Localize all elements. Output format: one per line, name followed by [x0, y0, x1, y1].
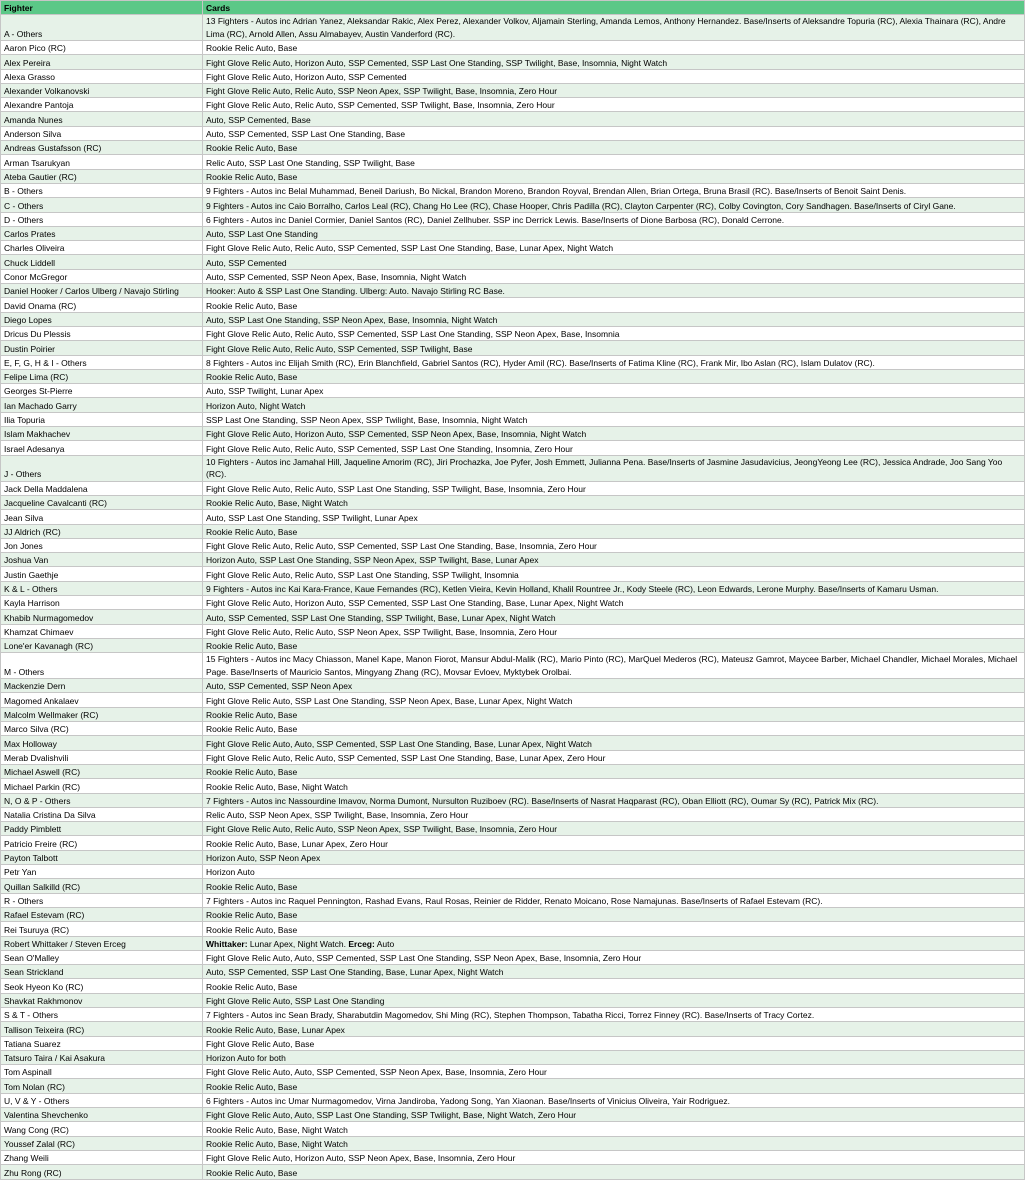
- cards-cell[interactable]: 10 Fighters - Autos inc Jamahal Hill, Jaqueline Amorim (RC), Jiri Prochazka, Joe Pyfer, Josh Emmett, Julianna Pena. Base/Inserts of Jasmine Jasudavicius, JeongYeong Lee (RC), Jessica Andrade, Joo Sang Yoo (RC).: [203, 455, 1025, 481]
- table-row: [1, 993, 1025, 1007]
- table-row: [1, 481, 1025, 495]
- fighter-cell[interactable]: K & L - Others: [1, 581, 203, 595]
- cards-cell[interactable]: Auto, SSP Last One Standing, SSP Twilight, Lunar Apex: [203, 510, 1025, 524]
- fighter-cell[interactable]: Natalia Cristina Da Silva: [1, 807, 203, 821]
- fighter-cell[interactable]: Robert Whittaker / Steven Erceg: [1, 936, 203, 950]
- table-row: [1, 1122, 1025, 1136]
- table-row: [1, 369, 1025, 383]
- table-row: [1, 750, 1025, 764]
- table-row: [1, 441, 1025, 455]
- table-row: [1, 524, 1025, 538]
- fighter-cell[interactable]: David Onama (RC): [1, 298, 203, 312]
- fighter-cell[interactable]: Merab Dvalishvili: [1, 750, 203, 764]
- table-row: [1, 41, 1025, 55]
- cards-cell[interactable]: 9 Fighters - Autos inc Belal Muhammad, Beneil Dariush, Bo Nickal, Brandon Moreno, Brandon Royval, Brendan Allen, Brian Ortega, Bruna Brasil (RC). Base/Inserts of Benoit Saint Denis.: [203, 183, 1025, 197]
- cards-cell[interactable]: Auto, SSP Cemented, SSP Last One Standing, Base, Lunar Apex, Night Watch: [203, 965, 1025, 979]
- fighter-cell[interactable]: Justin Gaethje: [1, 567, 203, 581]
- fighter-cell[interactable]: B - Others: [1, 183, 203, 197]
- table-row: [1, 779, 1025, 793]
- table-row: [1, 83, 1025, 97]
- table-row: [1, 653, 1025, 679]
- table-row: [1, 693, 1025, 707]
- cards-cell[interactable]: Rookie Relic Auto, Base: [203, 141, 1025, 155]
- fighter-cell[interactable]: Michael Parkin (RC): [1, 779, 203, 793]
- cards-cell[interactable]: Rookie Relic Auto, Base: [203, 722, 1025, 736]
- table-row: [1, 553, 1025, 567]
- cards-cell[interactable]: 6 Fighters - Autos inc Daniel Cormier, Daniel Santos (RC), Daniel Zellhuber. SSP inc Derrick Lewis. Base/Inserts of Dione Barbosa (RC), Donald Cerrone.: [203, 212, 1025, 226]
- fighter-cell[interactable]: Alexa Grasso: [1, 69, 203, 83]
- table-row: [1, 384, 1025, 398]
- fighter-cell[interactable]: Zhu Rong (RC): [1, 1165, 203, 1179]
- fighter-cell[interactable]: Anderson Silva: [1, 126, 203, 140]
- cards-cell[interactable]: Fight Glove Relic Auto, Relic Auto, SSP Cemented, SSP Last One Standing, Base, Lunar Apex, Night Watch: [203, 241, 1025, 255]
- cards-cell[interactable]: Fight Glove Relic Auto, Relic Auto, SSP Cemented, SSP Last One Standing, SSP Neon Apex, Base, Insomnia: [203, 326, 1025, 340]
- fighter-cell[interactable]: Alexander Volkanovski: [1, 83, 203, 97]
- fighter-cell[interactable]: Israel Adesanya: [1, 441, 203, 455]
- fighter-cell[interactable]: Andreas Gustafsson (RC): [1, 141, 203, 155]
- cards-cell[interactable]: Fight Glove Relic Auto, Horizon Auto, SSP Cemented, SSP Neon Apex, Base, Insomnia, Night Watch: [203, 427, 1025, 441]
- cards-cell[interactable]: SSP Last One Standing, SSP Neon Apex, SSP Twilight, Base, Insomnia, Night Watch: [203, 412, 1025, 426]
- fighter-cell[interactable]: Ateba Gautier (RC): [1, 169, 203, 183]
- cards-cell[interactable]: Fight Glove Relic Auto, Horizon Auto, SSP Neon Apex, Base, Insomnia, Zero Hour: [203, 1150, 1025, 1164]
- cards-cell[interactable]: Auto, SSP Cemented, SSP Last One Standing, SSP Twilight, Base, Lunar Apex, Night Watch: [203, 610, 1025, 624]
- table-row: [1, 936, 1025, 950]
- fighter-cell[interactable]: Islam Makhachev: [1, 427, 203, 441]
- fighter-cell[interactable]: Tallison Teixeira (RC): [1, 1022, 203, 1036]
- table-row: [1, 836, 1025, 850]
- table-row: [1, 69, 1025, 83]
- cards-cell[interactable]: Auto, SSP Twilight, Lunar Apex: [203, 384, 1025, 398]
- cards-cell[interactable]: Fight Glove Relic Auto, Horizon Auto, SSP Cemented, SSP Last One Standing, Base, Lunar Apex, Night Watch: [203, 595, 1025, 609]
- cards-cell[interactable]: Horizon Auto: [203, 865, 1025, 879]
- cards-cell[interactable]: Rookie Relic Auto, Base: [203, 41, 1025, 55]
- cards-cell[interactable]: Rookie Relic Auto, Base, Night Watch: [203, 495, 1025, 509]
- table-row: [1, 1079, 1025, 1093]
- table-row: [1, 455, 1025, 481]
- table-row: [1, 98, 1025, 112]
- cards-cell[interactable]: 7 Fighters - Autos inc Raquel Pennington, Rashad Evans, Raul Rosas, Reinier de Ridder, Renato Moicano, Rose Namajunas. Base/Inserts of Rafael Estevam (RC).: [203, 893, 1025, 907]
- fighter-cell[interactable]: Youssef Zalal (RC): [1, 1136, 203, 1150]
- cards-cell[interactable]: Auto, SSP Cemented, SSP Neon Apex: [203, 679, 1025, 693]
- table-row: [1, 427, 1025, 441]
- fighter-cell[interactable]: Rei Tsuruya (RC): [1, 922, 203, 936]
- table-row: [1, 112, 1025, 126]
- fighter-cell[interactable]: Valentina Shevchenko: [1, 1108, 203, 1122]
- fighter-cell[interactable]: R - Others: [1, 893, 203, 907]
- cards-text-segment: Lunar Apex, Night Watch.: [247, 938, 349, 949]
- table-row: [1, 55, 1025, 69]
- table-row: [1, 722, 1025, 736]
- cards-cell[interactable]: Relic Auto, SSP Neon Apex, SSP Twilight, Base, Insomnia, Zero Hour: [203, 807, 1025, 821]
- cards-cell[interactable]: Horizon Auto for both: [203, 1050, 1025, 1064]
- cards-cell[interactable]: Rookie Relic Auto, Base: [203, 764, 1025, 778]
- table-row: [1, 965, 1025, 979]
- table-row: [1, 1022, 1025, 1036]
- fighter-cell[interactable]: Wang Cong (RC): [1, 1122, 203, 1136]
- cards-cell[interactable]: Hooker: Auto & SSP Last One Standing. Ulberg: Auto. Navajo Stirling RC Base.: [203, 284, 1025, 298]
- fighter-cell[interactable]: Patricio Freire (RC): [1, 836, 203, 850]
- cards-cell[interactable]: Rookie Relic Auto, Base: [203, 369, 1025, 383]
- fighter-cell[interactable]: JJ Aldrich (RC): [1, 524, 203, 538]
- fighter-cell[interactable]: Marco Silva (RC): [1, 722, 203, 736]
- cards-cell[interactable]: Rookie Relic Auto, Base: [203, 979, 1025, 993]
- cards-cell[interactable]: Rookie Relic Auto, Base, Night Watch: [203, 1122, 1025, 1136]
- cards-cell[interactable]: Rookie Relic Auto, Base: [203, 879, 1025, 893]
- fighter-cell[interactable]: Amanda Nunes: [1, 112, 203, 126]
- cards-cell[interactable]: Auto, SSP Cemented, SSP Last One Standing, Base: [203, 126, 1025, 140]
- fighter-cell[interactable]: Mackenzie Dern: [1, 679, 203, 693]
- fighter-cell[interactable]: C - Others: [1, 198, 203, 212]
- table-row: [1, 850, 1025, 864]
- cards-cell[interactable]: Rookie Relic Auto, Base, Night Watch: [203, 779, 1025, 793]
- table-row: [1, 1136, 1025, 1150]
- table-row: [1, 1036, 1025, 1050]
- fighter-cell[interactable]: Shavkat Rakhmonov: [1, 993, 203, 1007]
- cards-cell[interactable]: Fight Glove Relic Auto, Relic Auto, SSP Last One Standing, SSP Twilight, Insomnia: [203, 567, 1025, 581]
- fighter-cell[interactable]: E, F, G, H & I - Others: [1, 355, 203, 369]
- cards-bold-segment: Erceg:: [348, 938, 375, 949]
- fighter-cell[interactable]: Felipe Lima (RC): [1, 369, 203, 383]
- table-row: [1, 495, 1025, 509]
- table-row: [1, 1108, 1025, 1122]
- cards-cell[interactable]: Relic Auto, SSP Last One Standing, SSP Twilight, Base: [203, 155, 1025, 169]
- fighter-cell[interactable]: Dricus Du Plessis: [1, 326, 203, 340]
- cards-bold-segment: Whittaker:: [206, 938, 248, 949]
- table-row: [1, 1050, 1025, 1064]
- cards-cell[interactable]: Rookie Relic Auto, Base, Night Watch: [203, 1136, 1025, 1150]
- cards-cell[interactable]: Fight Glove Relic Auto, Relic Auto, SSP Neon Apex, SSP Twilight, Base, Insomnia, Zero Hour: [203, 822, 1025, 836]
- table-row: [1, 183, 1025, 197]
- table-row: [1, 950, 1025, 964]
- cards-cell[interactable]: Fight Glove Relic Auto, Base: [203, 1036, 1025, 1050]
- fighter-cell[interactable]: Zhang Weili: [1, 1150, 203, 1164]
- table-row: [1, 624, 1025, 638]
- fighter-cell[interactable]: Sean O'Malley: [1, 950, 203, 964]
- table-row: [1, 312, 1025, 326]
- table-row: [1, 736, 1025, 750]
- fighter-cell[interactable]: Aaron Pico (RC): [1, 41, 203, 55]
- cards-cell[interactable]: Rookie Relic Auto, Base: [203, 707, 1025, 721]
- table-body: [1, 15, 1025, 1180]
- cards-cell[interactable]: Rookie Relic Auto, Base: [203, 1079, 1025, 1093]
- cards-cell[interactable]: Fight Glove Relic Auto, Auto, SSP Last One Standing, SSP Twilight, Base, Night Watch, Zero Hour: [203, 1108, 1025, 1122]
- cards-cell[interactable]: Fight Glove Relic Auto, Relic Auto, SSP Neon Apex, SSP Twilight, Base, Insomnia, Zero Hour: [203, 83, 1025, 97]
- fighter-cell[interactable]: Ian Machado Garry: [1, 398, 203, 412]
- cards-text-segment: Auto: [374, 938, 395, 949]
- table-row: [1, 679, 1025, 693]
- cards-cell[interactable]: Rookie Relic Auto, Base: [203, 524, 1025, 538]
- cards-cell[interactable]: 9 Fighters - Autos inc Caio Borralho, Carlos Leal (RC), Chang Ho Lee (RC), Chase Hooper, Chris Padilla (RC), Clayton Carpenter (RC), Colby Covington, Cory Sandhagen. Base/Inserts of Ciryl Gane.: [203, 198, 1025, 212]
- fighter-cell[interactable]: Jon Jones: [1, 538, 203, 552]
- table-row: [1, 298, 1025, 312]
- table-row: [1, 538, 1025, 552]
- cards-cell[interactable]: Fight Glove Relic Auto, SSP Last One Standing, SSP Neon Apex, Base, Lunar Apex, Night Watch: [203, 693, 1025, 707]
- cards-cell[interactable]: Fight Glove Relic Auto, Horizon Auto, SSP Cemented, SSP Last One Standing, SSP Twilight, Base, Insomnia, Night Watch: [203, 55, 1025, 69]
- fighter-cell[interactable]: Rafael Estevam (RC): [1, 907, 203, 921]
- cards-cell[interactable]: Horizon Auto, SSP Neon Apex: [203, 850, 1025, 864]
- cards-cell[interactable]: [203, 936, 1025, 950]
- cards-cell[interactable]: 8 Fighters - Autos inc Elijah Smith (RC), Erin Blanchfield, Gabriel Santos (RC), Hyder Amil (RC). Base/Inserts of Fatima Kline (RC), Frank Mir, Ibo Aslan (RC), Islam Dulatov (RC).: [203, 355, 1025, 369]
- fighter-cell[interactable]: J - Others: [1, 455, 203, 481]
- table-row: [1, 212, 1025, 226]
- cards-cell[interactable]: 6 Fighters - Autos inc Umar Nurmagomedov, Virna Jandiroba, Yadong Song, Yan Xiaonan. Base/Inserts of Vinicius Oliveira, Yair Rodriguez.: [203, 1093, 1025, 1107]
- cards-column-header[interactable]: Cards: [203, 1, 1025, 15]
- table-row: [1, 341, 1025, 355]
- table-row: [1, 126, 1025, 140]
- table-row: [1, 355, 1025, 369]
- table-row: [1, 764, 1025, 778]
- cards-cell[interactable]: Rookie Relic Auto, Base: [203, 907, 1025, 921]
- fighter-cell[interactable]: Khamzat Chimaev: [1, 624, 203, 638]
- cards-cell[interactable]: 15 Fighters - Autos inc Macy Chiasson, Manel Kape, Manon Fiorot, Mansur Abdul-Malik (RC), Mario Pinto (RC), MarQuel Mederos (RC), Mateusz Gamrot, Maycee Barber, Michael Chandler, Michael Morales, Michael Page. Base/Inserts of Mauricio Santos, Mingyang Zhang (RC), Movsar Evloev, Myktybek Orolbai.: [203, 653, 1025, 679]
- table-row: [1, 1008, 1025, 1022]
- table-row: [1, 922, 1025, 936]
- cards-cell[interactable]: Auto, SSP Last One Standing: [203, 226, 1025, 240]
- fighter-cell[interactable]: Kayla Harrison: [1, 595, 203, 609]
- table-row: [1, 284, 1025, 298]
- fighter-cell[interactable]: Dustin Poirier: [1, 341, 203, 355]
- cards-cell[interactable]: Fight Glove Relic Auto, Relic Auto, SSP Cemented, SSP Twilight, Base: [203, 341, 1025, 355]
- cards-cell[interactable]: Rookie Relic Auto, Base: [203, 638, 1025, 652]
- cards-cell[interactable]: 13 Fighters - Autos inc Adrian Yanez, Aleksandar Rakic, Alex Perez, Alexander Volkov, Aljamain Sterling, Amanda Lemos, Anthony Hernandez. Base/Inserts of Aleksandre Topuria (RC), Alexia Thainara (RC), Andre Lima (RC), Arnold Allen, Assu Almabayev, Austin Vanderford (RC).: [203, 15, 1025, 41]
- table-row: [1, 510, 1025, 524]
- cards-cell[interactable]: 7 Fighters - Autos inc Nassourdine Imavov, Norma Dumont, Nursulton Ruziboev (RC). Base/Inserts of Nasrat Haqparast (RC), Oban Elliott (RC), Oumar Sy (RC), Patrick Mix (RC).: [203, 793, 1025, 807]
- fighter-cell[interactable]: Conor McGregor: [1, 269, 203, 283]
- table-row: [1, 822, 1025, 836]
- fighter-cell[interactable]: Payton Talbott: [1, 850, 203, 864]
- fighter-cell[interactable]: N, O & P - Others: [1, 793, 203, 807]
- fighter-cell[interactable]: Jacqueline Cavalcanti (RC): [1, 495, 203, 509]
- fighter-cell[interactable]: Jack Della Maddalena: [1, 481, 203, 495]
- cards-cell[interactable]: Fight Glove Relic Auto, Relic Auto, SSP Last One Standing, SSP Twilight, Base, Insomnia, Zero Hour: [203, 481, 1025, 495]
- table-row: [1, 155, 1025, 169]
- fighter-cell[interactable]: Daniel Hooker / Carlos Ulberg / Navajo Stirling: [1, 284, 203, 298]
- fighter-cell[interactable]: Tatiana Suarez: [1, 1036, 203, 1050]
- cards-cell[interactable]: Rookie Relic Auto, Base: [203, 1165, 1025, 1179]
- cards-cell[interactable]: Fight Glove Relic Auto, Horizon Auto, SSP Cemented: [203, 69, 1025, 83]
- table-row: [1, 1165, 1025, 1179]
- cards-cell[interactable]: Auto, SSP Cemented, SSP Neon Apex, Base, Insomnia, Night Watch: [203, 269, 1025, 283]
- table-row: [1, 879, 1025, 893]
- cards-cell[interactable]: Rookie Relic Auto, Base, Lunar Apex: [203, 1022, 1025, 1036]
- fighter-cell[interactable]: Charles Oliveira: [1, 241, 203, 255]
- cards-cell[interactable]: Auto, SSP Last One Standing, SSP Neon Apex, Base, Insomnia, Night Watch: [203, 312, 1025, 326]
- fighter-cell[interactable]: Malcolm Wellmaker (RC): [1, 707, 203, 721]
- table-row: [1, 15, 1025, 41]
- fighter-cell[interactable]: Joshua Van: [1, 553, 203, 567]
- table-row: [1, 707, 1025, 721]
- cards-cell[interactable]: Fight Glove Relic Auto, Relic Auto, SSP Neon Apex, SSP Twilight, Base, Insomnia, Zero Hour: [203, 624, 1025, 638]
- table-row: [1, 907, 1025, 921]
- fighter-cell[interactable]: Georges St-Pierre: [1, 384, 203, 398]
- fighter-cell[interactable]: Alexandre Pantoja: [1, 98, 203, 112]
- cards-cell[interactable]: 9 Fighters - Autos inc Kai Kara-France, Kaue Fernandes (RC), Ketlen Vieira, Kevin Holland, Khalil Rountree Jr., Kody Steele (RC), Leon Edwards, Lerone Murphy. Base/Inserts of Kamaru Usman.: [203, 581, 1025, 595]
- table-row: [1, 979, 1025, 993]
- fighter-cell[interactable]: Carlos Prates: [1, 226, 203, 240]
- fighter-cell[interactable]: Paddy Pimblett: [1, 822, 203, 836]
- cards-cell[interactable]: Fight Glove Relic Auto, Auto, SSP Cemented, SSP Last One Standing, Base, Lunar Apex, Night Watch: [203, 736, 1025, 750]
- table-row: [1, 1093, 1025, 1107]
- fighter-cell[interactable]: Michael Aswell (RC): [1, 764, 203, 778]
- fighter-cell[interactable]: Jean Silva: [1, 510, 203, 524]
- fighter-cell[interactable]: Ilia Topuria: [1, 412, 203, 426]
- fighter-cell[interactable]: Max Holloway: [1, 736, 203, 750]
- table-row: [1, 412, 1025, 426]
- table-row: [1, 638, 1025, 652]
- fighter-cell[interactable]: Diego Lopes: [1, 312, 203, 326]
- cards-cell[interactable]: Rookie Relic Auto, Base: [203, 922, 1025, 936]
- header-row: [1, 1, 1025, 15]
- table-row: [1, 1150, 1025, 1164]
- table-row: [1, 198, 1025, 212]
- table-row: [1, 610, 1025, 624]
- fighter-cell[interactable]: Tom Nolan (RC): [1, 1079, 203, 1093]
- fighter-cell[interactable]: Magomed Ankalaev: [1, 693, 203, 707]
- table-row: [1, 255, 1025, 269]
- cards-cell[interactable]: Horizon Auto, SSP Last One Standing, SSP Neon Apex, SSP Twilight, Base, Lunar Apex: [203, 553, 1025, 567]
- fighter-column-header[interactable]: Fighter: [1, 1, 203, 15]
- cards-cell[interactable]: Auto, SSP Cemented: [203, 255, 1025, 269]
- cards-cell[interactable]: Fight Glove Relic Auto, Relic Auto, SSP Cemented, SSP Last One Standing, Base, Lunar Apex, Zero Hour: [203, 750, 1025, 764]
- fighter-cell[interactable]: Alex Pereira: [1, 55, 203, 69]
- table-row: [1, 326, 1025, 340]
- fighter-cell[interactable]: Petr Yan: [1, 865, 203, 879]
- table-row: [1, 141, 1025, 155]
- fighter-cell[interactable]: Khabib Nurmagomedov: [1, 610, 203, 624]
- fighter-cell[interactable]: Chuck Liddell: [1, 255, 203, 269]
- table-row: [1, 807, 1025, 821]
- cards-cell[interactable]: 7 Fighters - Autos inc Sean Brady, Sharabutdin Magomedov, Shi Ming (RC), Stephen Thompson, Tabatha Ricci, Torrez Finney (RC). Base/Inserts of Tracy Cortez.: [203, 1008, 1025, 1022]
- table-row: [1, 169, 1025, 183]
- fighter-cell[interactable]: Lone'er Kavanagh (RC): [1, 638, 203, 652]
- cards-cell[interactable]: Rookie Relic Auto, Base: [203, 298, 1025, 312]
- cards-cell[interactable]: Fight Glove Relic Auto, Relic Auto, SSP Cemented, SSP Last One Standing, Base, Insomnia, Zero Hour: [203, 538, 1025, 552]
- cards-cell[interactable]: Fight Glove Relic Auto, Relic Auto, SSP Cemented, SSP Last One Standing, Insomnia, Zero Hour: [203, 441, 1025, 455]
- fighter-cell[interactable]: Tom Aspinall: [1, 1065, 203, 1079]
- table-row: [1, 226, 1025, 240]
- fighter-cell[interactable]: S & T - Others: [1, 1008, 203, 1022]
- fighter-cell[interactable]: Quillan Salkilld (RC): [1, 879, 203, 893]
- table-row: [1, 581, 1025, 595]
- cards-cell[interactable]: Fight Glove Relic Auto, Auto, SSP Cemented, SSP Last One Standing, SSP Neon Apex, Base, Insomnia, Zero Hour: [203, 950, 1025, 964]
- fighter-cell[interactable]: Seok Hyeon Ko (RC): [1, 979, 203, 993]
- table-row: [1, 567, 1025, 581]
- table-row: [1, 241, 1025, 255]
- table-row: [1, 398, 1025, 412]
- table-row: [1, 269, 1025, 283]
- fighter-cell[interactable]: D - Others: [1, 212, 203, 226]
- cards-cell[interactable]: Fight Glove Relic Auto, Relic Auto, SSP Cemented, SSP Twilight, Base, Insomnia, Zero Hour: [203, 98, 1025, 112]
- fighter-cell[interactable]: Arman Tsarukyan: [1, 155, 203, 169]
- fighter-cell[interactable]: M - Others: [1, 653, 203, 679]
- table-row: [1, 793, 1025, 807]
- fighter-cell[interactable]: Sean Strickland: [1, 965, 203, 979]
- table-row: [1, 865, 1025, 879]
- cards-cell[interactable]: Fight Glove Relic Auto, Auto, SSP Cemented, SSP Neon Apex, Base, Insomnia, Zero Hour: [203, 1065, 1025, 1079]
- table-row: [1, 1065, 1025, 1079]
- cards-cell[interactable]: Auto, SSP Cemented, Base: [203, 112, 1025, 126]
- cards-cell[interactable]: Rookie Relic Auto, Base: [203, 169, 1025, 183]
- table-row: [1, 595, 1025, 609]
- fighter-cell[interactable]: U, V & Y - Others: [1, 1093, 203, 1107]
- table-row: [1, 893, 1025, 907]
- cards-cell[interactable]: Horizon Auto, Night Watch: [203, 398, 1025, 412]
- cards-cell[interactable]: Rookie Relic Auto, Base, Lunar Apex, Zero Hour: [203, 836, 1025, 850]
- cards-cell[interactable]: Fight Glove Relic Auto, SSP Last One Standing: [203, 993, 1025, 1007]
- fighter-cell[interactable]: A - Others: [1, 15, 203, 41]
- fighter-cell[interactable]: Tatsuro Taira / Kai Asakura: [1, 1050, 203, 1064]
